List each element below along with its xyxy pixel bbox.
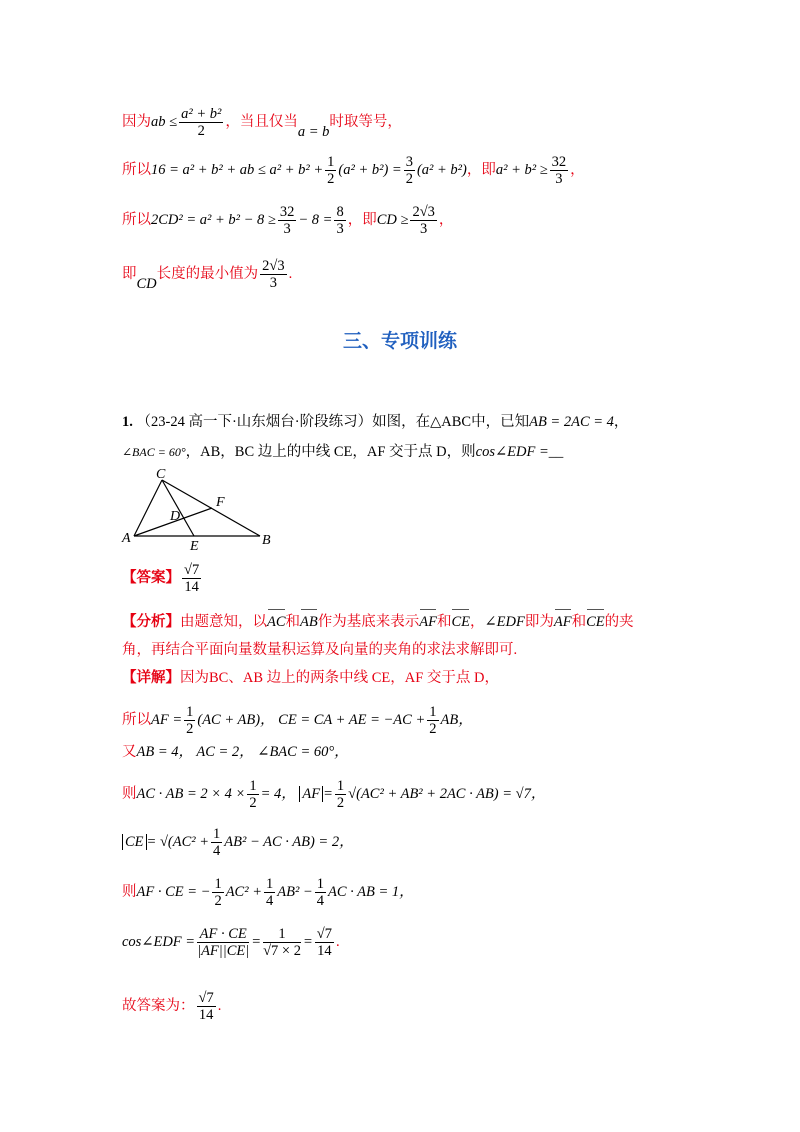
- answer-blank: __: [548, 444, 564, 460]
- math: = 4，: [260, 785, 296, 802]
- denominator: 4: [316, 893, 324, 909]
- text: .: [335, 933, 340, 950]
- denominator: 3: [420, 221, 428, 237]
- problem-source: （23-24 高一下·山东烟台·阶段练习）: [136, 414, 373, 430]
- text: 所以: [122, 161, 151, 178]
- text: ，当且仅当: [225, 113, 298, 130]
- vector: AF: [553, 614, 572, 630]
- math: 16 = a² + b² + ab ≤ a² + b² +: [151, 161, 324, 178]
- text: ，: [438, 211, 454, 228]
- math: (a² + b²) =: [338, 161, 402, 178]
- fraction: [335, 778, 346, 811]
- numerator: 3: [405, 154, 413, 170]
- math: AC · AB = 1，: [327, 883, 414, 900]
- numerator: 1: [214, 876, 222, 892]
- numerator: 1: [213, 826, 221, 842]
- math: AB，: [440, 711, 473, 728]
- text: ，: [613, 414, 629, 430]
- denominator: 3: [336, 221, 344, 237]
- math: = √(AC² +: [146, 833, 210, 850]
- text: ，即: [466, 161, 496, 178]
- text: 则: [122, 883, 137, 900]
- numerator: 1: [186, 704, 194, 720]
- text: 则: [122, 785, 137, 802]
- math: (a² + b²): [416, 161, 467, 178]
- text: 如图，在△ABC中，已知: [372, 414, 530, 430]
- math: AB² −: [277, 883, 313, 900]
- label-c: C: [156, 467, 166, 482]
- final-answer-line: [122, 990, 221, 1023]
- text: 的夹: [604, 614, 634, 630]
- math: =: [251, 933, 262, 950]
- fraction: [260, 258, 286, 291]
- math: AF · CE = −: [136, 883, 211, 900]
- vector: AC: [267, 614, 286, 630]
- fraction: [212, 876, 223, 909]
- text: 所以: [122, 211, 151, 228]
- fraction: [247, 778, 258, 811]
- derivation-line-2: [122, 154, 585, 187]
- math: =: [302, 933, 313, 950]
- denominator: 3: [269, 275, 278, 291]
- answer-fraction: [182, 562, 201, 595]
- answer-line: [122, 562, 203, 595]
- fraction: [315, 926, 334, 959]
- fraction: [197, 990, 216, 1023]
- fraction: [550, 154, 569, 187]
- text: 所以: [122, 711, 151, 728]
- math: cos∠EDF =: [475, 444, 549, 460]
- text: 角，再结合平面向量数量积运算及向量的夹角的求法求解即可.: [122, 642, 518, 658]
- numerator: 32: [279, 204, 295, 220]
- math: AB² − AC · AB) = 2，: [224, 833, 354, 850]
- label-b: B: [262, 533, 271, 548]
- label-d: D: [170, 509, 181, 524]
- math: a = b: [297, 123, 330, 140]
- label-e: E: [190, 539, 199, 550]
- problem-line-2: [122, 442, 563, 462]
- text: 时取等号，: [329, 113, 402, 130]
- text: ，: [470, 614, 485, 630]
- abs-vector: CE: [122, 834, 147, 850]
- segment-ce: [162, 480, 194, 536]
- fraction: [263, 926, 301, 959]
- denominator: 14: [184, 579, 199, 595]
- math: − 8 =: [298, 211, 333, 228]
- math: √(AC² + AB² + 2AC · AB) = √7，: [348, 785, 546, 802]
- problem-line-1: [122, 412, 628, 432]
- math: ∠BAC = 60°: [122, 445, 186, 459]
- fraction: [315, 876, 326, 909]
- fraction: [184, 704, 195, 737]
- vector: CE: [451, 614, 470, 630]
- denominator: √7 × 2: [263, 943, 301, 959]
- vector: AB: [300, 614, 318, 630]
- denominator: 2: [249, 795, 257, 811]
- text: ，AB，BC 边上的中线 CE，AF 交于点 D，则: [185, 444, 476, 460]
- text: 作为基底来表示: [317, 614, 420, 630]
- text: 即: [122, 265, 137, 282]
- math: AC² +: [225, 883, 262, 900]
- denominator: 2: [405, 171, 413, 187]
- vector: CE: [586, 614, 605, 630]
- triangle-figure: [120, 466, 280, 550]
- detail-line-1: [122, 668, 499, 688]
- numerator: 8: [336, 204, 344, 220]
- math: a² + b² ≥: [495, 161, 548, 178]
- analysis-tag: 【分析】: [122, 614, 180, 630]
- fraction: [410, 204, 436, 237]
- denominator: 2: [197, 123, 205, 139]
- denominator: 2: [214, 893, 222, 909]
- numerator: 1: [249, 778, 257, 794]
- fraction: [278, 204, 297, 237]
- denominator: 2: [429, 721, 437, 737]
- text: 因为: [122, 113, 151, 130]
- numerator: 1: [263, 926, 301, 943]
- text: 和: [285, 614, 301, 630]
- vector: AF: [419, 614, 437, 630]
- section-title: 三、专项训练: [342, 330, 457, 352]
- detail-line-7: [122, 926, 340, 959]
- denominator: 2: [186, 721, 194, 737]
- analysis-line-1: [122, 612, 634, 632]
- derivation-line-4: [122, 258, 292, 291]
- text: 因为BC、AB 边上的两条中线 CE，AF 交于点 D，: [180, 670, 500, 686]
- denominator: 2: [336, 795, 345, 811]
- text: 故答案为：: [122, 997, 195, 1014]
- detail-line-6: [122, 876, 414, 909]
- fraction: [404, 154, 415, 187]
- detail-tag: 【详解】: [122, 670, 180, 686]
- text: 和: [436, 614, 452, 630]
- fraction: [334, 204, 345, 237]
- text: 即为: [524, 614, 554, 630]
- fraction: [197, 926, 249, 959]
- derivation-line-3: [122, 204, 453, 237]
- text: ，即: [347, 211, 377, 228]
- math: CD: [136, 275, 157, 292]
- detail-line-4: [122, 778, 545, 811]
- math: CD ≥: [376, 211, 409, 228]
- numerator: √7: [184, 562, 200, 578]
- denominator: 4: [213, 843, 221, 859]
- math: 2CD² = a² + b² − 8 ≥: [151, 211, 276, 228]
- math: ab ≤: [151, 113, 178, 130]
- fraction: [427, 704, 438, 737]
- math: ∠EDF: [484, 614, 525, 630]
- text: .: [288, 265, 293, 282]
- denominator: 4: [265, 893, 274, 909]
- numerator: AF · CE: [197, 926, 249, 943]
- math: AC · AB = 2 × 4 ×: [136, 785, 246, 802]
- numerator: √7: [316, 926, 332, 942]
- detail-line-5: [122, 826, 354, 859]
- fraction: [211, 826, 222, 859]
- numerator: 1: [327, 154, 335, 170]
- text: 又: [122, 744, 137, 760]
- numerator: 1: [429, 704, 437, 720]
- numerator: 2√3: [262, 258, 285, 274]
- text: 由题意知，以: [180, 614, 267, 630]
- numerator: 1: [316, 876, 324, 892]
- fraction: [179, 106, 223, 139]
- denominator: 3: [555, 171, 563, 187]
- fraction: [264, 876, 275, 909]
- detail-line-2: [122, 704, 473, 737]
- denominator: 14: [198, 1007, 214, 1023]
- analysis-line-2: [122, 640, 517, 660]
- detail-line-3: [122, 742, 349, 762]
- math: (AC + AB)， CE = CA + AE = −AC +: [197, 711, 426, 728]
- numerator: a² + b²: [181, 106, 222, 122]
- denominator: 2: [327, 171, 335, 187]
- math: =: [323, 785, 333, 802]
- numerator: 2√3: [412, 204, 435, 220]
- numerator: 1: [336, 778, 345, 794]
- label-f: F: [216, 495, 225, 510]
- math: cos∠EDF =: [122, 933, 196, 950]
- problem-number: 1.: [122, 414, 133, 430]
- text: 和: [571, 614, 587, 630]
- abs-vector: AF: [299, 786, 323, 802]
- denominator: 14: [317, 943, 332, 959]
- math: AB = 2AC = 4: [529, 414, 614, 430]
- denominator: 3: [283, 221, 291, 237]
- text: .: [217, 997, 222, 1014]
- numerator: 1: [265, 876, 274, 892]
- math: AF =: [151, 711, 183, 728]
- answer-tag: 【答案】: [122, 569, 180, 586]
- label-a: A: [122, 531, 131, 546]
- math: AB = 4， AC = 2， ∠BAC = 60°，: [136, 744, 349, 760]
- fraction: [325, 154, 336, 187]
- text: 长度的最小值为: [156, 265, 259, 282]
- numerator: √7: [198, 990, 214, 1006]
- numerator: 32: [551, 154, 567, 170]
- text: ，: [570, 161, 585, 178]
- denominator: |AF||CE|: [197, 943, 250, 959]
- derivation-line-1: [122, 106, 402, 139]
